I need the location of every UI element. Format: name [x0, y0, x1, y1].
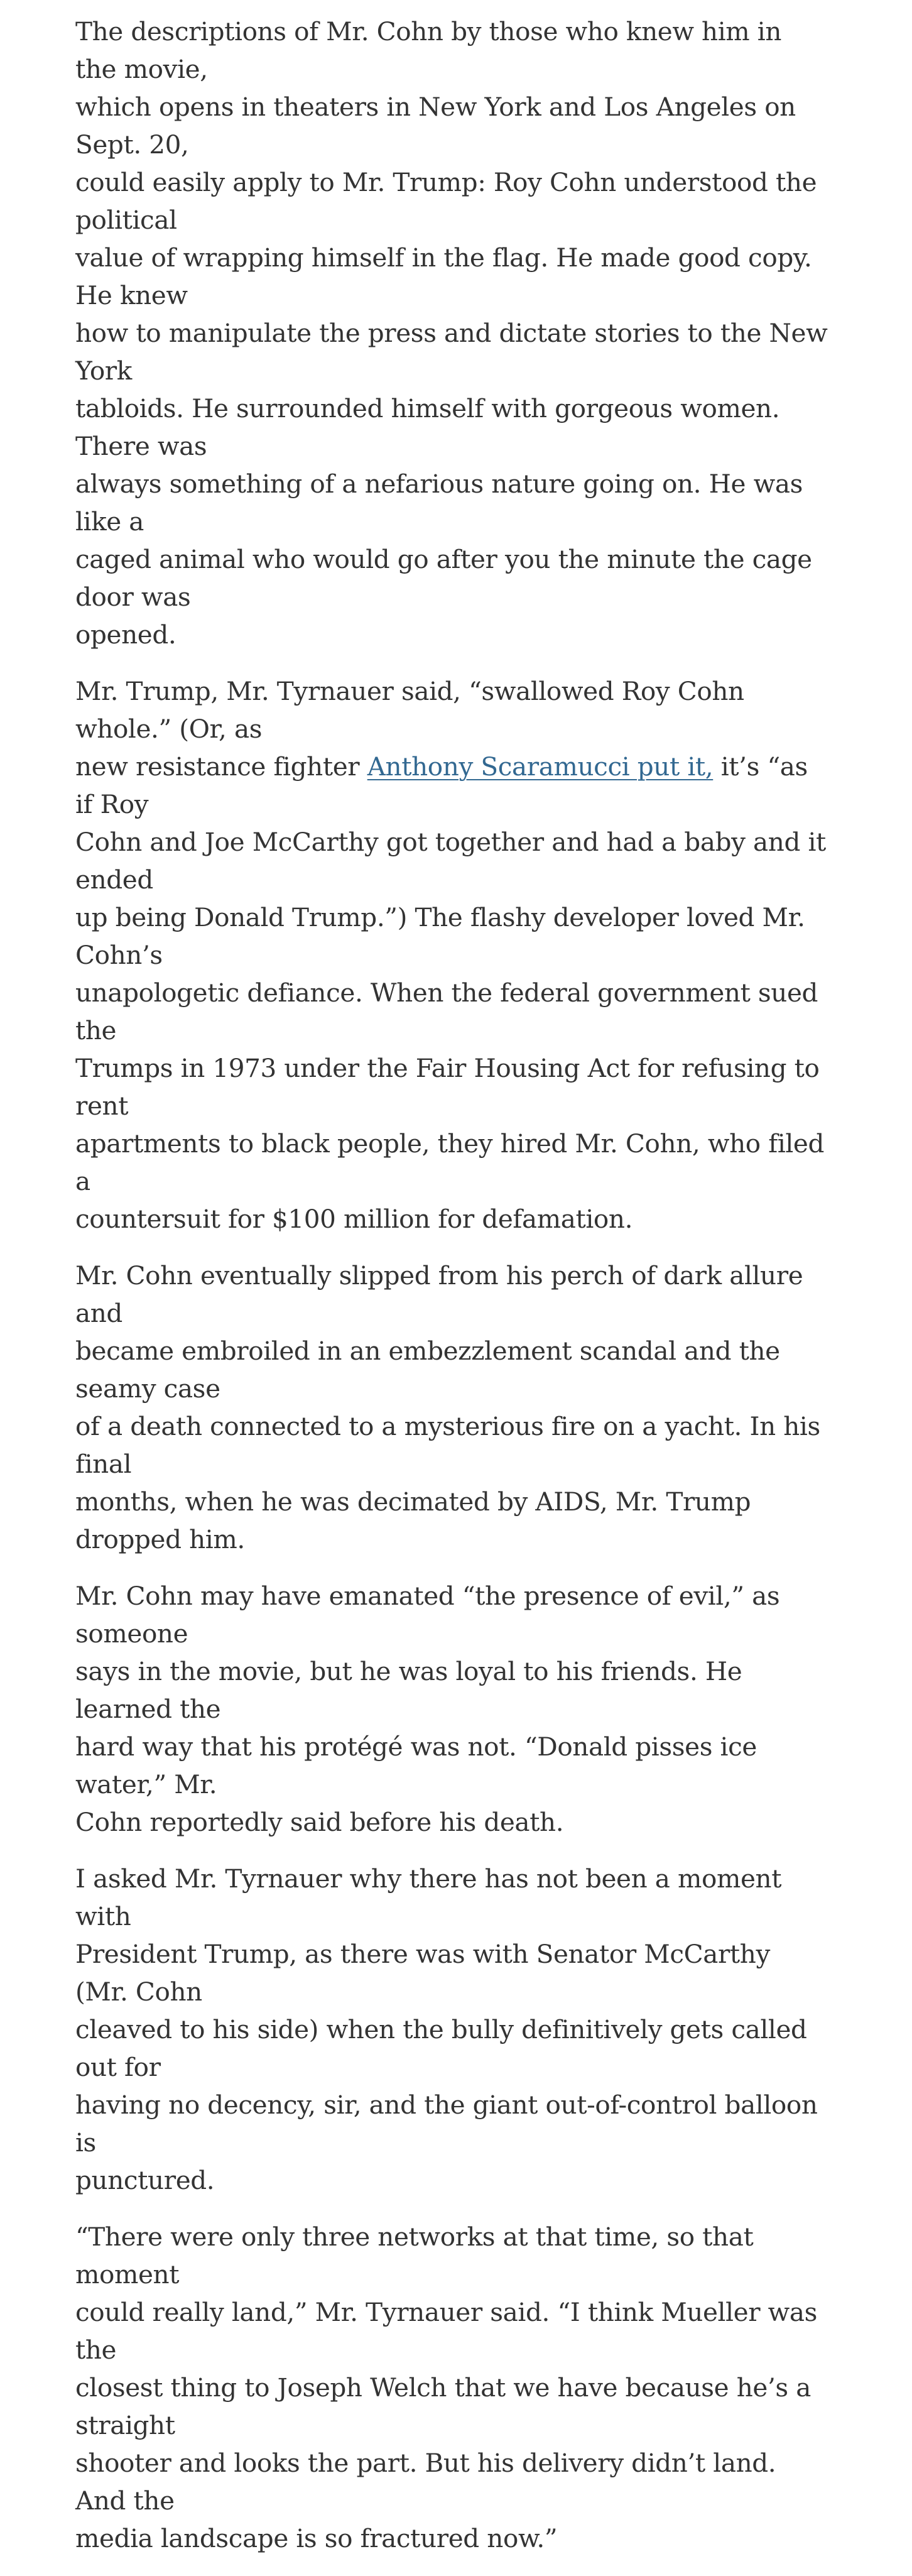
article-paragraph-5: I asked Mr. Tyrnauer why there has not been a moment with President Trump, as there was with Senator McCarthy (Mr. Cohn cleaved to his side) when the bully definitively gets called out for having no decency, sir, and the giant out-of-control balloon is punctured. [75, 1864, 818, 2195]
paragraph-text-after-link: it’s “as if Roy Cohn and Joe McCarthy got together and had a baby and it ended up being Donald Trump.”) The flashy developer loved Mr. Cohn’s unapologetic defiance. When the federal government sued the Trumps in 1973 under the Fair Housing Act for refusing to rent apartments to black people, they hired Mr. Cohn, who filed a countersuit for $100 million for defamation. [75, 751, 826, 1234]
article-paragraph-4: Mr. Cohn may have emanated “the presence of evil,” as someone says in the movie, but he was loyal to his friends. He learned the hard way that his protégé was not. “Donald pisses ice water,” Mr. Cohn reportedly said before his death. [75, 1581, 780, 1837]
article-paragraph-1: The descriptions of Mr. Cohn by those who knew him in the movie, which opens in theaters in New York and Los Angeles on Sept. 20, could easily apply to Mr. Trump: Roy Cohn understood the political value of wrapping himself in the flag. He made good copy. He knew how to manipulate the press and dictate stories to the New York tabloids. He surrounded himself with gorgeous women. There was always something of a nefarious nature going on. He was like a caged animal who would go after you the minute the cage door was opened. [75, 16, 828, 650]
paragraph-text-before-link: Mr. Trump, Mr. Tyrnauer said, “swallowed Roy Cohn whole.” (Or, as new resistance fighter [75, 676, 744, 782]
article-paragraph-6: “There were only three networks at that time, so that moment could really land,” Mr. Tyrnauer said. “I think Mueller was the closest thing to Joseph Welch that we have because he’s a straight shooter and looks the part. But his delivery didn’t land. And the media landscape is so fractured now.” [75, 2222, 818, 2553]
article-paragraph-2 [75, 672, 829, 1238]
article-paragraph-3: Mr. Cohn eventually slipped from his perch of dark allure and became embroiled in an embezzlement scandal and the seamy case of a death connected to a mysterious fire on a yacht. In his final months, when he was decimated by AIDS, Mr. Trump dropped him. [75, 1260, 820, 1554]
scaramucci-quote-link[interactable]: Anthony Scaramucci put it, [367, 751, 714, 782]
article-body [75, 13, 829, 2576]
